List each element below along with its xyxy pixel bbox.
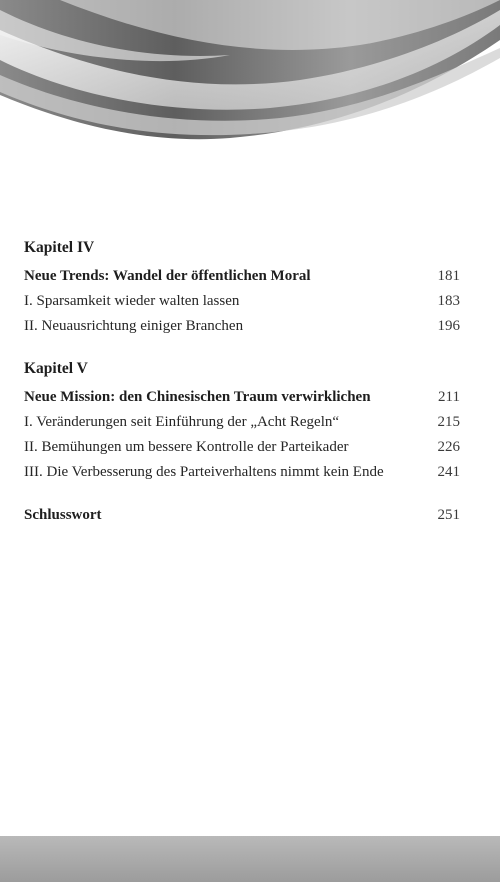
toc-entry (24, 460, 460, 485)
entry-page-number: 241 (437, 464, 460, 480)
table-of-contents (24, 236, 460, 528)
entry-page-number: 226 (437, 439, 460, 455)
chapter-title: Kapitel IV (24, 239, 95, 256)
toc-entry (24, 435, 460, 460)
entry-title: Neue Trends: Wandel der öffentlichen Moral (24, 268, 311, 284)
entry-title: III. Die Verbesserung des Parteiverhaltens nimmt kein Ende (24, 464, 384, 480)
toc-entry (24, 264, 460, 289)
entry-title: I. Sparsamkeit wieder walten lassen (24, 293, 240, 309)
toc-entry-closing (24, 503, 460, 528)
toc-entry (24, 289, 460, 314)
toc-entry (24, 410, 460, 435)
footer-band-decoration (0, 836, 500, 882)
entry-page-number: 251 (437, 507, 460, 523)
entry-page-number: 215 (437, 414, 460, 430)
toc-entry (24, 314, 460, 339)
entry-title: Schlusswort (24, 507, 102, 523)
entry-title: Neue Mission: den Chinesischen Traum verwirklichen (24, 389, 371, 405)
entry-title: II. Bemühungen um bessere Kontrolle der Parteikader (24, 439, 349, 455)
wave-header-decoration (0, 0, 500, 160)
chapter-5 (24, 357, 460, 485)
chapter-title: Kapitel V (24, 360, 88, 377)
entry-page-number: 211 (438, 389, 460, 405)
entry-title: I. Veränderungen seit Einführung der „Acht Regeln“ (24, 414, 340, 430)
entry-title: II. Neuausrichtung einiger Branchen (24, 318, 244, 334)
entry-page-number: 181 (437, 268, 460, 284)
toc-entry (24, 385, 460, 410)
entry-page-number: 196 (437, 318, 460, 334)
entry-page-number: 183 (437, 293, 460, 309)
chapter-4 (24, 236, 460, 339)
